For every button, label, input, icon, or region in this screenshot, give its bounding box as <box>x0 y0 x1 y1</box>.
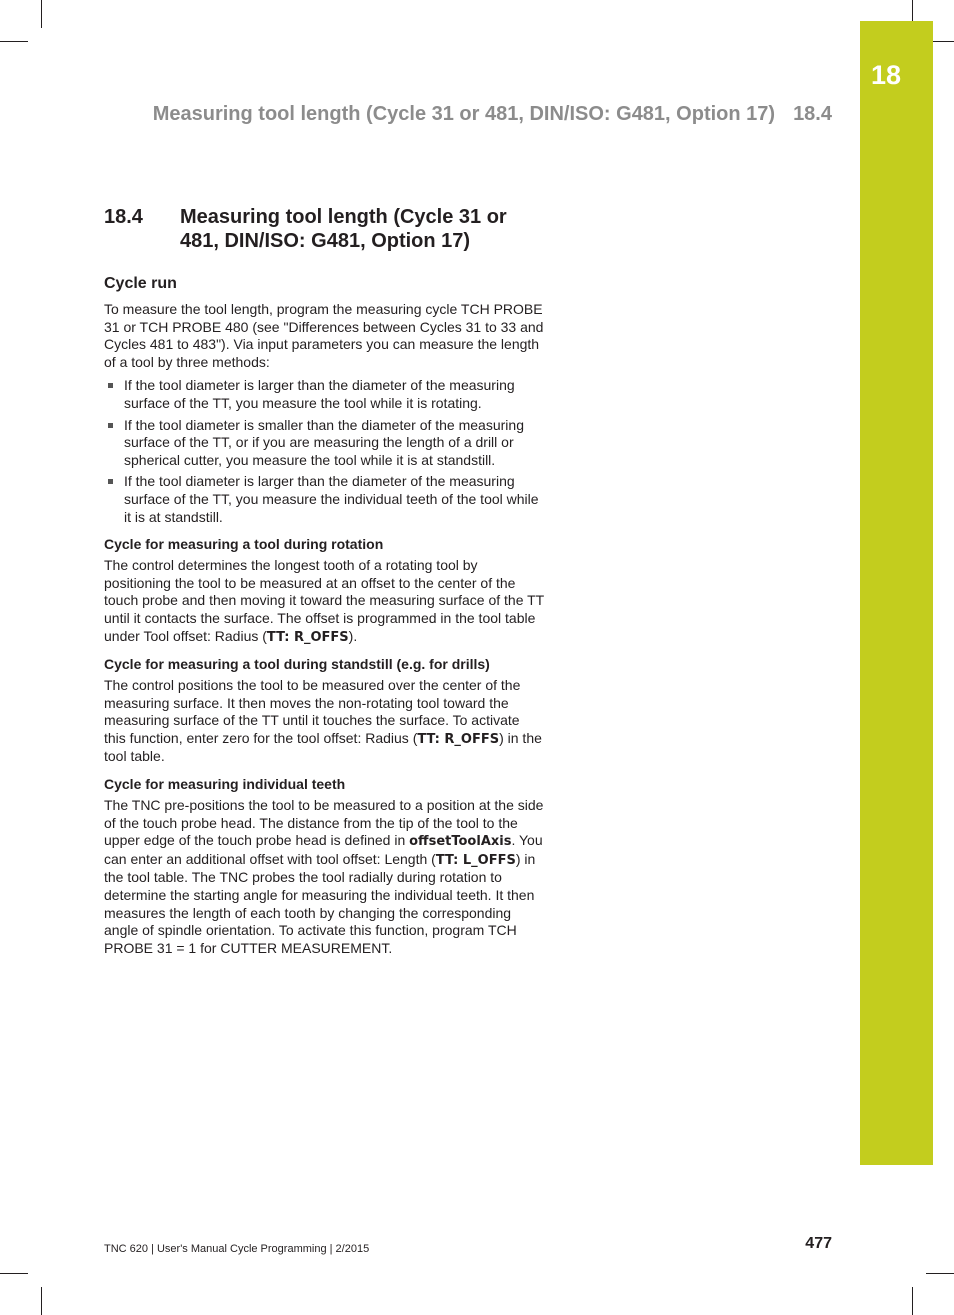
standstill-paragraph: The control positions the tool to be measured over the center of the measuring surface. It then moves the non-rotating tool toward the measuring surface of the TT until it touches the surface. To activate this function, enter zero for the tool offset: Radius (TT: R_OFFS) in the tool table. <box>104 677 542 765</box>
running-header-section: 18.4 <box>793 103 832 125</box>
section-number: 18.4 <box>104 206 143 228</box>
footer-text: TNC 620 | User's Manual Cycle Programming | 2/2015 <box>104 1243 370 1255</box>
code-param: TT: R_OFFS <box>417 731 500 747</box>
running-header-title: Measuring tool length (Cycle 31 or 481, DIN/ISO: G481, Option 17) <box>152 103 776 125</box>
standstill-heading: Cycle for measuring a tool during standstill (e.g. for drills) <box>104 656 490 673</box>
crop-mark <box>926 1273 954 1274</box>
list-item: If the tool diameter is larger than the diameter of the measuring surface of the TT, you measure the individual teeth of the tool while it is at standstill. <box>104 473 544 526</box>
list-item: If the tool diameter is smaller than the diameter of the measuring surface of the TT, or if you are measuring the length of a drill or spherical cutter, you measure the tool while it is at standstill. <box>104 417 544 470</box>
list-item: If the tool diameter is larger than the diameter of the measuring surface of the TT, you measure the tool while it is rotating. <box>104 377 544 412</box>
crop-mark <box>41 0 42 28</box>
section-heading <box>104 205 544 253</box>
teeth-heading: Cycle for measuring individual teeth <box>104 776 346 793</box>
rotation-heading: Cycle for measuring a tool during rotation <box>104 536 384 553</box>
method-list <box>104 377 544 526</box>
teeth-paragraph: The TNC pre-positions the tool to be measured to a position at the side of the touch probe head. The distance from the tip of the tool to the upper edge of the touch probe head is defined in offsetToolAxis. You can enter an additional offset with tool offset: Length (TT: L_OFFS) in the tool table. The TNC probes the tool radially during rotation to determine the starting angle for measuring the individual teeth. It then measures the length of each tooth by changing the corresponding angle of spindle orientation. To activate this function, program TCH PROBE 31 = 1 for CUTTER MEASUREMENT. <box>104 797 544 956</box>
code-param: TT: R_OFFS <box>266 629 349 645</box>
code-param: TT: L_OFFS <box>435 852 516 868</box>
cycle-run-intro: To measure the tool length, program the measuring cycle TCH PROBE 31 or TCH PROBE 480 (see "Differences between Cycles 31 to 33 and Cycles 481 to 483"). Via input parameters you can measure the length of a tool by three methods: <box>104 301 544 370</box>
rotation-paragraph: The control determines the longest tooth of a rotating tool by positioning the tool to be measured at an offset to the center of the touch probe and then moving it toward the measuring surface of the TT until it contacts the surface. The offset is programmed in the tool table under Tool offset: Radius (TT: R_OFFS). <box>104 557 544 645</box>
section-title: Measuring tool length (Cycle 31 or 481, DIN/ISO: G481, Option 17) <box>180 206 507 252</box>
crop-mark <box>912 1287 913 1315</box>
bullet-square-icon <box>108 383 113 388</box>
bullet-square-icon <box>108 423 113 428</box>
cycle-run-heading: Cycle run <box>104 275 177 292</box>
crop-mark <box>0 41 28 42</box>
page-number: 477 <box>805 1235 832 1252</box>
running-header <box>153 103 832 126</box>
crop-mark <box>41 1287 42 1315</box>
bullet-square-icon <box>108 479 113 484</box>
chapter-sidebar-tab <box>860 21 933 1165</box>
main-content <box>104 205 544 963</box>
chapter-number: 18 <box>870 60 902 90</box>
crop-mark <box>0 1273 28 1274</box>
code-param: offsetToolAxis <box>409 834 512 850</box>
